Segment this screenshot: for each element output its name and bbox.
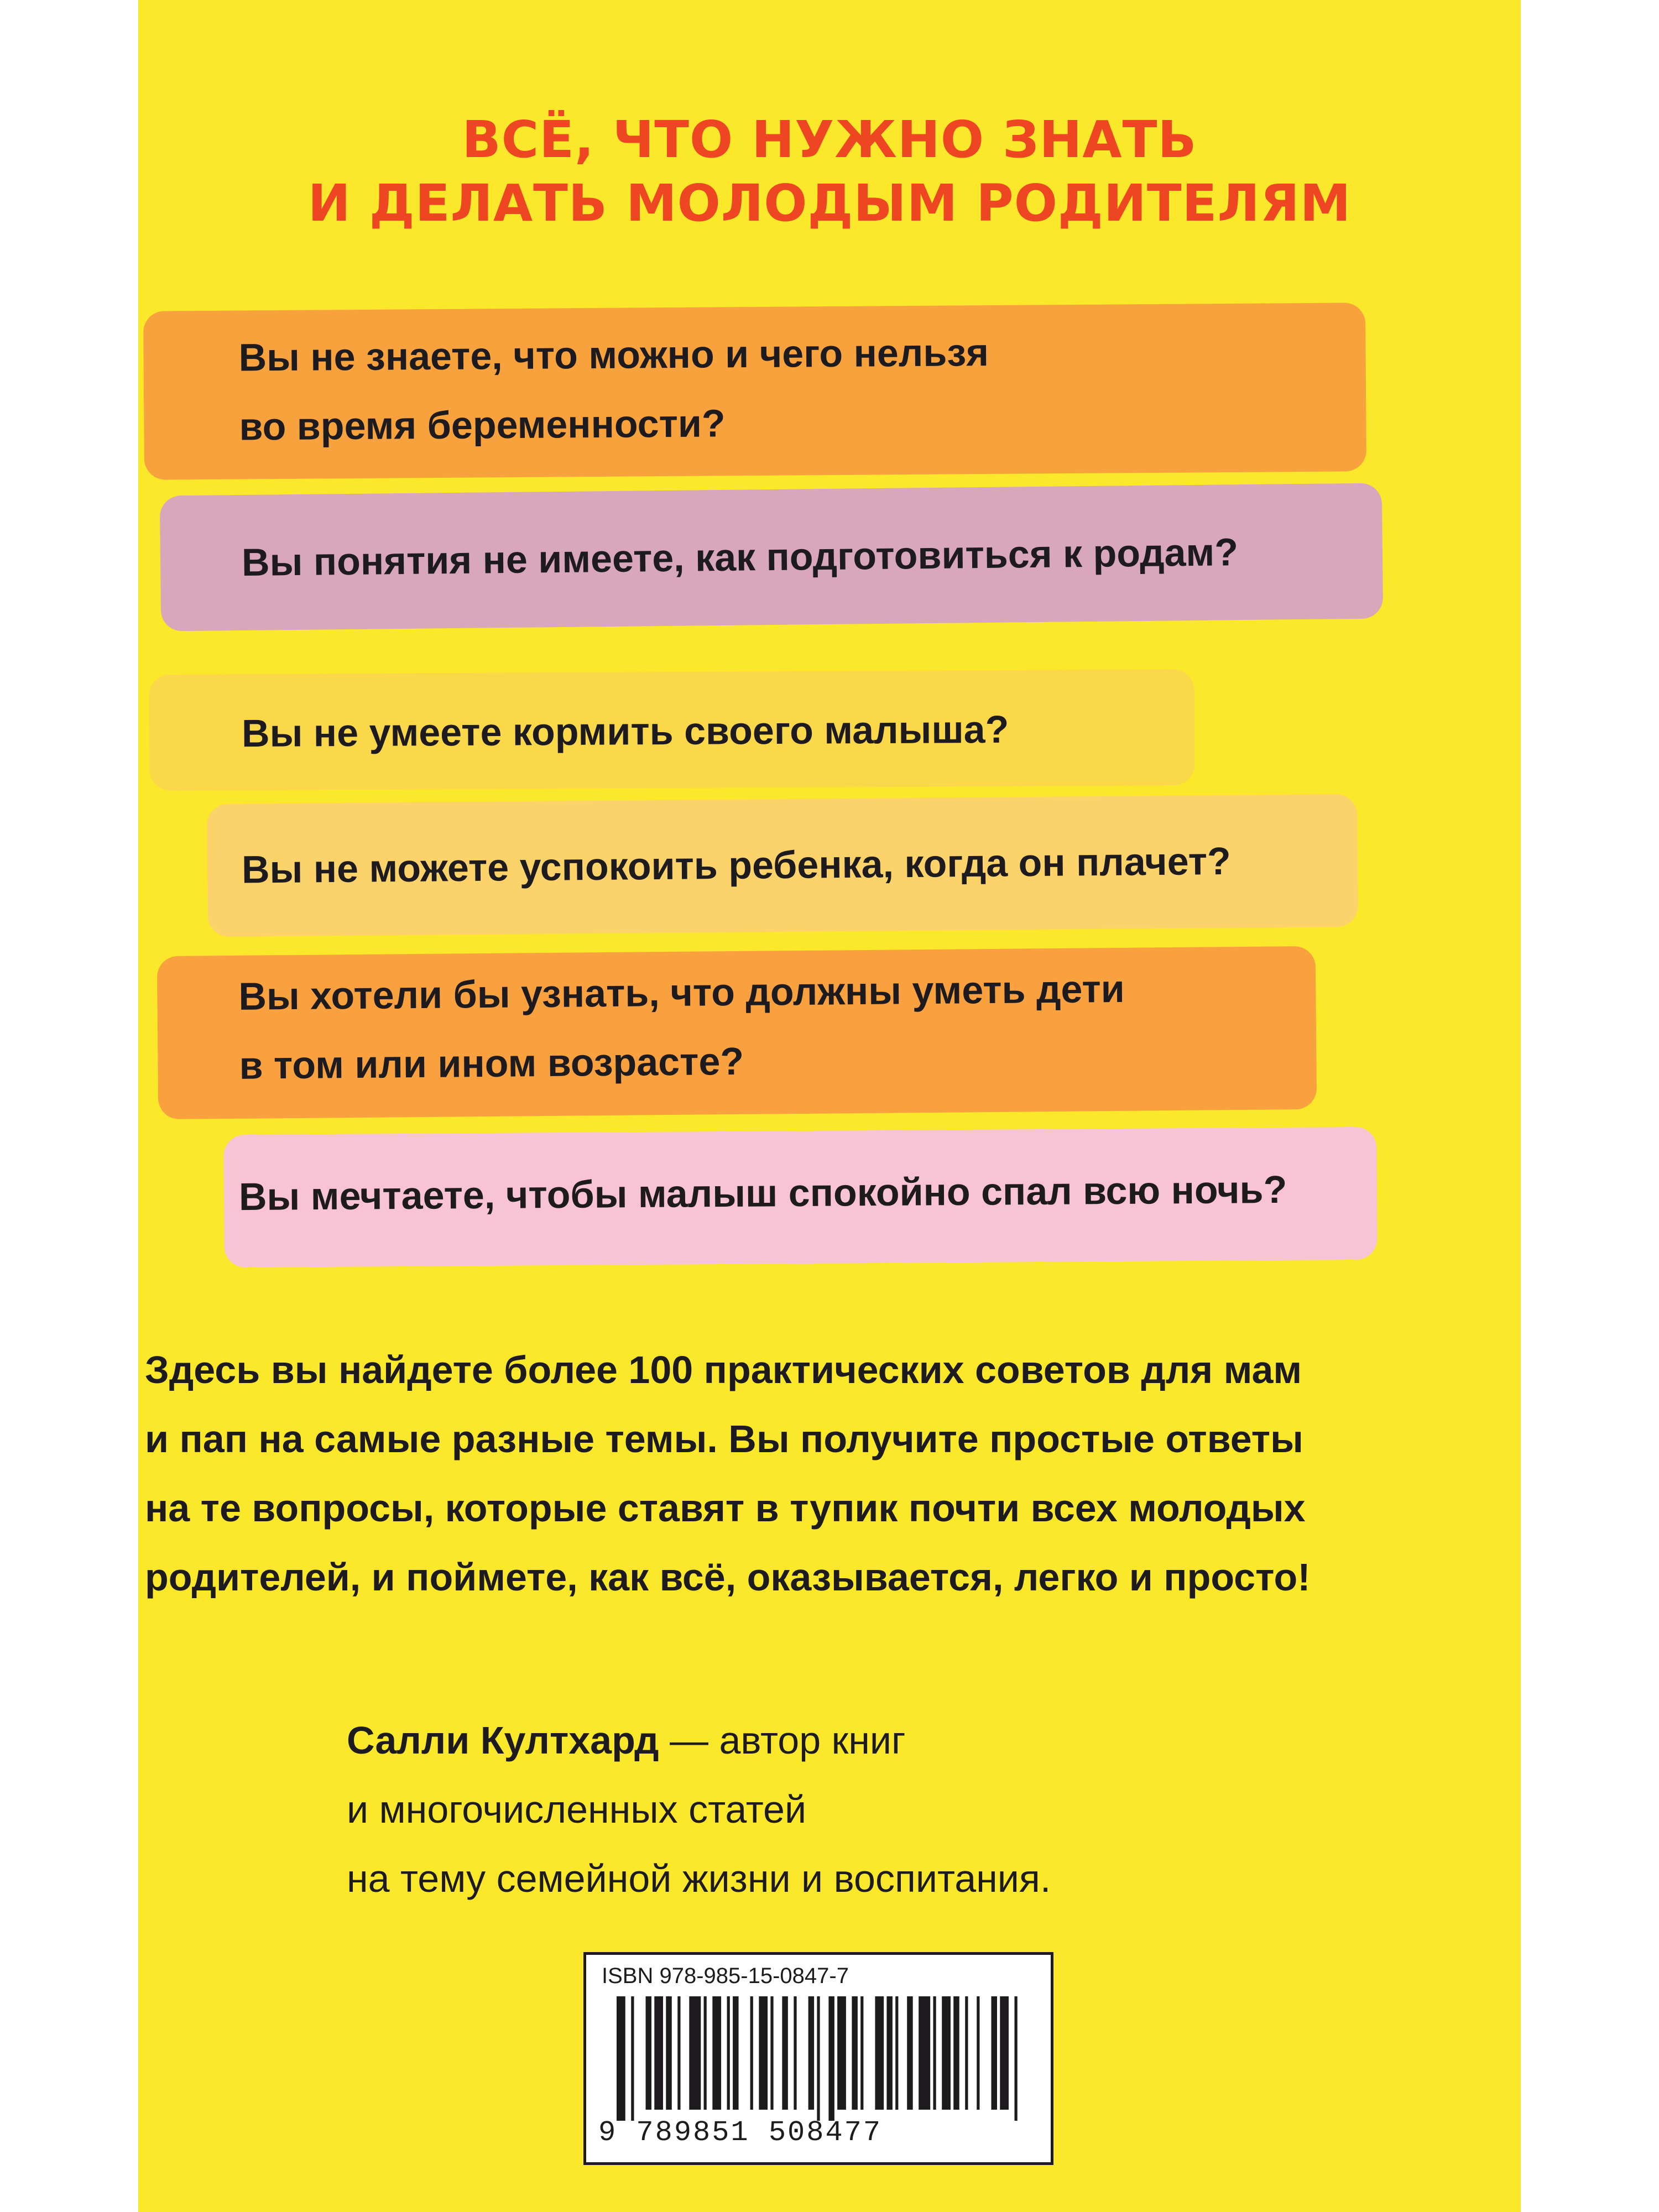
question-pill-sleep bbox=[223, 1127, 1378, 1268]
barcode-bar bbox=[895, 1996, 898, 2110]
question-line: Вы не знаете, что можно и чего нельзя bbox=[238, 331, 989, 379]
barcode-bar bbox=[733, 1996, 739, 2110]
question-line: в том или ином возрасте? bbox=[239, 1039, 744, 1087]
description-paragraph bbox=[145, 1335, 1417, 1612]
barcode-bar bbox=[965, 1996, 968, 2110]
barcode-bars-icon bbox=[617, 1996, 1020, 2121]
barcode-bar bbox=[654, 1996, 663, 2110]
barcode-bar bbox=[617, 1996, 625, 2121]
question-line: Вы не можете успокоить ребенка, когда он плачет? bbox=[241, 839, 1232, 891]
isbn-barcode bbox=[583, 1952, 1053, 2165]
barcode-bar bbox=[808, 1996, 815, 2110]
barcode-bar bbox=[677, 1996, 680, 2110]
author-bio bbox=[347, 1706, 1342, 1913]
question-line: Вы хотели бы узнать, что должны уметь дети bbox=[238, 967, 1125, 1018]
cover-headline bbox=[138, 108, 1521, 235]
barcode-bar bbox=[1014, 1996, 1017, 2121]
headline-line-1: ВСЁ, ЧТО НУЖНО ЗНАТЬ bbox=[462, 110, 1197, 169]
barcode-bar bbox=[631, 1996, 634, 2121]
author-line-2: и многочисленных статей bbox=[347, 1788, 807, 1831]
description-line: Здесь вы найдете более 100 практических советов для мам bbox=[145, 1348, 1302, 1391]
question-line: во время беременности? bbox=[239, 401, 726, 448]
barcode-bar bbox=[837, 1996, 846, 2110]
author-line-1 bbox=[347, 1706, 1342, 1775]
barcode-bar bbox=[991, 1996, 997, 2110]
question-pill-development bbox=[157, 946, 1317, 1119]
barcode-bar bbox=[907, 1996, 913, 2110]
barcode-bar bbox=[977, 1996, 979, 2110]
headline-line-2: И ДЕЛАТЬ МОЛОДЫМ РОДИТЕЛЯМ bbox=[307, 174, 1352, 233]
barcode-bar bbox=[828, 1996, 834, 2121]
author-name: Салли Култхард bbox=[347, 1719, 659, 1762]
barcode-bar bbox=[646, 1996, 652, 2110]
question-pill-crying bbox=[207, 794, 1358, 937]
barcode-bar bbox=[817, 1996, 820, 2121]
barcode-bar bbox=[886, 1996, 893, 2110]
question-pill-pregnancy bbox=[143, 302, 1366, 479]
description-line: на те вопросы, которые ставят в тупик почти всех молодых bbox=[145, 1486, 1306, 1530]
barcode-bar bbox=[860, 1996, 863, 2110]
barcode-bar bbox=[727, 1996, 730, 2110]
question-line: Вы не умеете кормить своего малыша? bbox=[241, 707, 1009, 755]
question-pill-birth-prep bbox=[160, 483, 1383, 631]
question-line: Вы понятия не имеете, как подготовиться к родам? bbox=[241, 530, 1239, 585]
barcode-bar bbox=[782, 1996, 788, 2110]
barcode-bar bbox=[770, 1996, 773, 2110]
isbn-label: ISBN 978-985-15-0847-7 bbox=[602, 1964, 849, 1988]
author-line-3: на тему семейной жизни и воспитания. bbox=[347, 1857, 1051, 1900]
barcode-bar bbox=[852, 1996, 858, 2110]
question-pill-feeding bbox=[149, 669, 1194, 791]
barcode-bar bbox=[750, 1996, 753, 2110]
barcode-bar bbox=[953, 1996, 959, 2110]
description-line: родителей, и поймете, как всё, оказывается, легко и просто! bbox=[145, 1556, 1311, 1599]
question-line: Вы мечтаете, чтобы малыш спокойно спал всю ночь? bbox=[238, 1167, 1287, 1219]
barcode-bar bbox=[942, 1996, 951, 2110]
barcode-bar bbox=[919, 1996, 930, 2110]
barcode-bar bbox=[1000, 1996, 1009, 2110]
barcode-bar bbox=[933, 1996, 936, 2110]
barcode-bar bbox=[875, 1996, 884, 2110]
barcode-bar bbox=[689, 1996, 701, 2110]
author-role: — автор книг bbox=[659, 1719, 906, 1762]
description-line: и пап на самые разные темы. Вы получите простые ответы bbox=[145, 1417, 1303, 1460]
barcode-bar bbox=[794, 1996, 796, 2110]
barcode-bar bbox=[759, 1996, 768, 2110]
barcode-bar bbox=[712, 1996, 721, 2110]
ean-digits: 9 789851 508477 bbox=[598, 2116, 883, 2149]
barcode-bar bbox=[666, 1996, 672, 2110]
barcode-bar bbox=[704, 1996, 707, 2110]
